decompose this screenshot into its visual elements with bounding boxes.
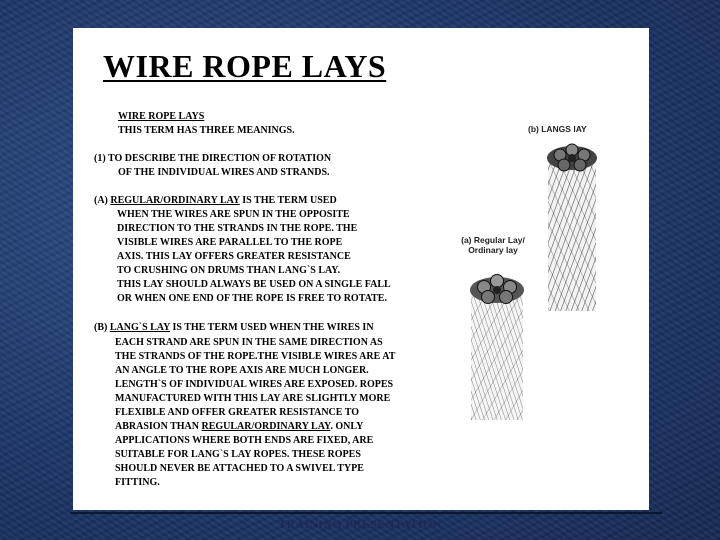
lay-b-line-3: THE STRANDS OF THE ROPE.THE VISIBLE WIRES ARE AT bbox=[115, 351, 396, 362]
lay-b-line-8: ABRASION THAN REGULAR/ORDINARY LAY. ONLY bbox=[115, 421, 364, 432]
lay-b-line-1: (B) LANG`S LAY IS THE TERM USED WHEN THE WIRES IN bbox=[94, 322, 374, 333]
meaning-1-line-1: (1) TO DESCRIBE THE DIRECTION OF ROTATION bbox=[94, 153, 332, 164]
lay-a-line-2: WHEN THE WIRES ARE SPUN IN THE OPPOSITE bbox=[117, 209, 350, 220]
lay-a-line-1: (A) REGULAR/ORDINARY LAY IS THE TERM USED bbox=[94, 195, 337, 206]
regular-lay-term: REGULAR/ORDINARY LAY bbox=[110, 195, 240, 206]
footer-rule bbox=[70, 512, 662, 514]
lay-b-line-7: FLEXIBLE AND OFFER GREATER RESISTANCE TO bbox=[115, 407, 360, 418]
langs-lay-term: LANG`S LAY bbox=[109, 322, 170, 333]
lay-b-line-6: MANUFACTURED WITH THIS LAY ARE SLIGHTLY MORE bbox=[115, 393, 391, 404]
slide-panel bbox=[73, 28, 649, 510]
lay-b-line-2: EACH STRAND ARE SPUN IN THE SAME DIRECTION AS bbox=[115, 337, 383, 348]
figure-label-regular-lay: (a) Regular Lay/ Ordinary lay bbox=[461, 235, 525, 255]
langs-lay-rope-illustration bbox=[538, 138, 610, 318]
meaning-1-line-2: OF THE INDIVIDUAL WIRES AND STRANDS. bbox=[118, 167, 330, 178]
lay-b-line-11: SHOULD NEVER BE ATTACHED TO A SWIVEL TYPE bbox=[115, 463, 364, 474]
figure-label-langs-lay: (b) LANGS lAY bbox=[528, 124, 587, 134]
regular-lay-rope-illustration bbox=[465, 270, 533, 422]
lay-b-line-4: AN ANGLE TO THE ROPE AXIS ARE MUCH LONGER. bbox=[115, 365, 369, 376]
lay-b-line-5: LENGTH`S OF INDIVIDUAL WIRES ARE EXPOSED. ROPES bbox=[115, 379, 394, 390]
lay-a-line-8: OR WHEN ONE END OF THE ROPE IS FREE TO ROTATE. bbox=[117, 293, 387, 304]
lay-a-line-3: DIRECTION TO THE STRANDS IN THE ROPE. THE bbox=[117, 223, 358, 234]
lay-b-line-9: APPLICATIONS WHERE BOTH ENDS ARE FIXED, ARE bbox=[115, 435, 374, 446]
slide-title: WIRE ROPE LAYS bbox=[103, 48, 387, 84]
lay-a-line-4: VISIBLE WIRES ARE PARALLEL TO THE ROPE bbox=[117, 237, 343, 248]
footer-text: TRAINING PRESENTATION bbox=[278, 517, 442, 531]
body-intro: THIS TERM HAS THREE MEANINGS. bbox=[118, 125, 295, 136]
lay-b-line-10: SUITABLE FOR LANG`S LAY ROPES. THESE ROPES bbox=[115, 449, 361, 460]
lay-b-line-12: FITTING. bbox=[115, 477, 160, 488]
lay-a-line-6: TO CRUSHING ON DRUMS THAN LANG`S LAY. bbox=[117, 265, 341, 276]
lay-a-line-7: THIS LAY SHOULD ALWAYS BE USED ON A SINGLE FALL bbox=[117, 279, 391, 290]
lay-a-line-5: AXIS. THIS LAY OFFERS GREATER RESISTANCE bbox=[117, 251, 351, 262]
body-heading: WIRE ROPE LAYS bbox=[118, 111, 205, 122]
